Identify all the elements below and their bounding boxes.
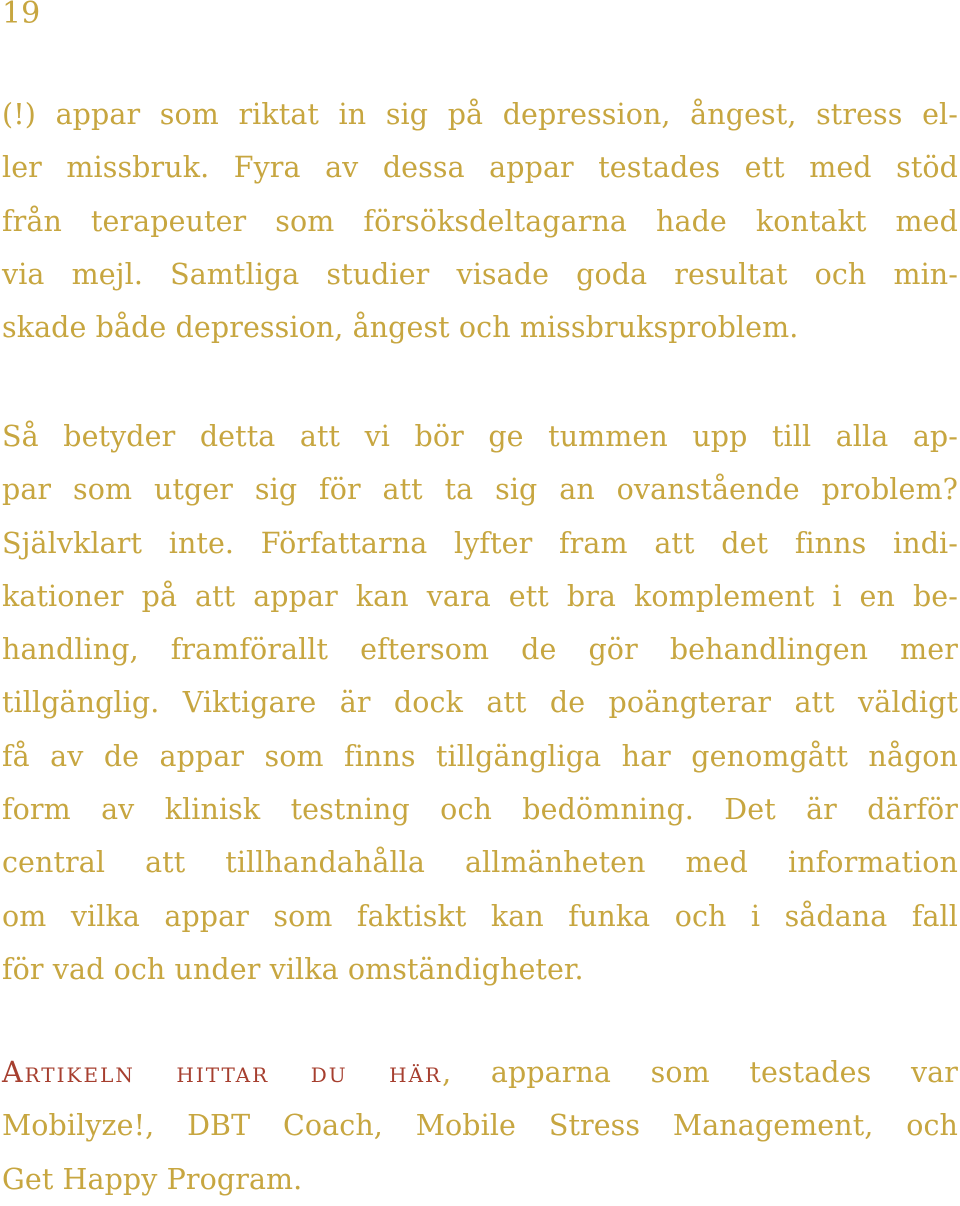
text-line: tillgänglig. Viktigare är dock att de poängterar att väldigt xyxy=(2,686,958,720)
text-line: Självklart inte. Författarna lyfter fram att det finns indi- xyxy=(2,526,958,560)
link-line-rest: , apparna som testades var xyxy=(442,1056,958,1089)
text-line: få av de appar som finns tillgängliga har genomgått någon xyxy=(2,739,958,773)
text-line: (!) appar som riktat in sig på depression, ångest, stress el- xyxy=(2,98,958,131)
text-line: ler missbruk. Fyra av dessa appar testades ett med stöd xyxy=(2,151,958,185)
text-line: via mejl. Samtliga studier visade goda resultat och min- xyxy=(2,257,958,291)
text-line: från terapeuter som försöksdeltagarna hade kontakt med xyxy=(2,204,958,238)
paragraph-1 xyxy=(2,88,958,354)
article-link[interactable]: Artikeln hittar du här xyxy=(2,1056,443,1089)
text-line xyxy=(2,1046,958,1099)
text-line: Så betyder detta att vi bör ge tummen upp till alla ap- xyxy=(2,420,958,453)
text-line: för vad och under vilka omständigheter. xyxy=(2,952,584,986)
text-line: Mobilyze!, DBT Coach, Mobile Stress Management, och xyxy=(2,1109,958,1143)
text-line: om vilka appar som faktiskt kan funka och i sådana fall xyxy=(2,899,958,933)
text-line: par som utger sig för att ta sig an ovanstående problem? xyxy=(2,473,958,507)
text-line: handling, framförallt eftersom de gör behandlingen mer xyxy=(2,633,958,667)
text-line: skade både depression, ångest och missbruksproblem. xyxy=(2,311,799,345)
paragraph-3 xyxy=(2,1046,958,1206)
text-line: kationer på att appar kan vara ett bra komplement i en be- xyxy=(2,579,958,613)
text-line: form av klinisk testning och bedömning. Det är därför xyxy=(2,793,958,827)
text-line: Get Happy Program. xyxy=(2,1162,303,1196)
paragraph-2 xyxy=(2,410,958,996)
page-number: 19 xyxy=(2,0,41,31)
text-line: central att tillhandahålla allmänheten med information xyxy=(2,846,958,880)
